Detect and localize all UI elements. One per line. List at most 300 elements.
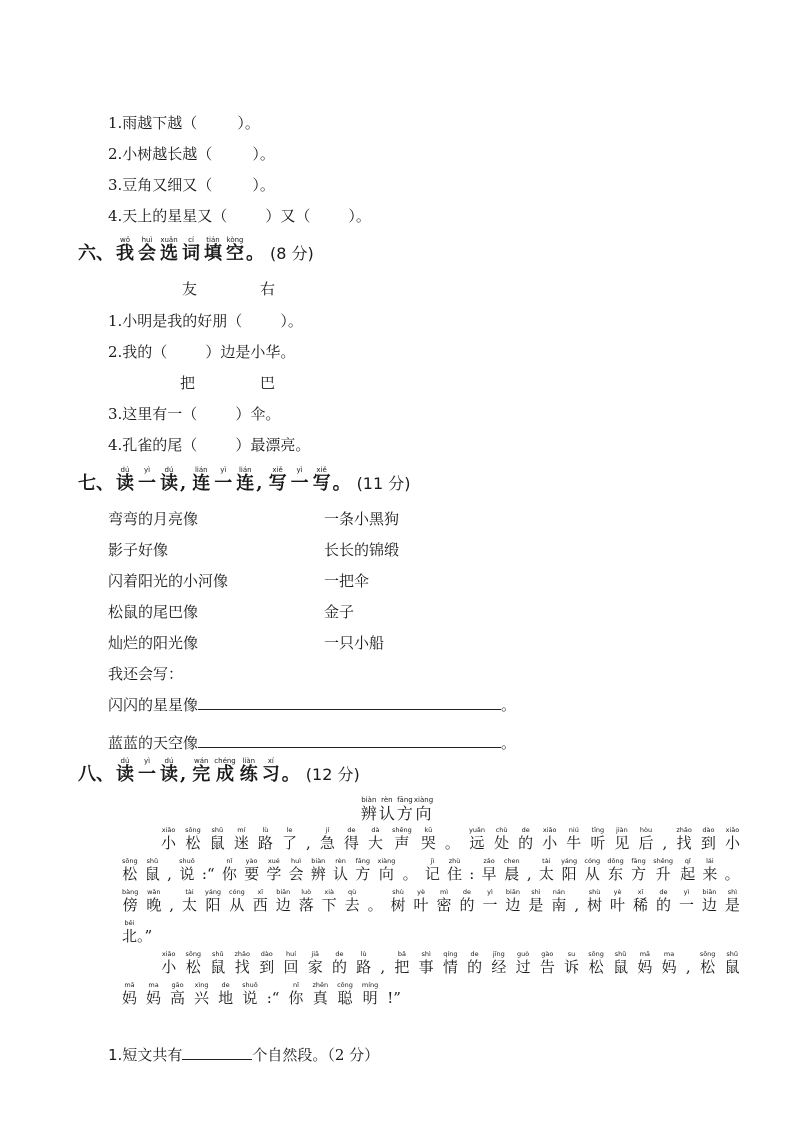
s5-item-1-pre: 1.雨越下越（ (108, 114, 198, 132)
story-char (242, 981, 258, 1008)
story-char (137, 919, 152, 946)
story-char (235, 950, 251, 977)
story-char-pinyin: nǐ (226, 857, 233, 865)
story-char (344, 826, 359, 853)
story-char-hanzi: 去 (344, 896, 360, 914)
section8-title-char (240, 757, 258, 785)
story-char (333, 857, 348, 884)
story-char-pinyin: shǔ (146, 857, 159, 865)
story-char-pinyin: kū (424, 826, 433, 834)
story-char-pinyin: jí (325, 826, 330, 834)
story-char-pinyin: ma (663, 950, 675, 958)
s6-item-3-post: ）伞。 (235, 405, 281, 423)
story-char-pinyin: shù (392, 888, 404, 896)
story-char-hanzi: 阳 (561, 865, 577, 883)
section8-title-comma: , (180, 764, 187, 785)
story-char (282, 826, 297, 853)
match-left-3[interactable]: 闪着阳光的小河像 (108, 572, 229, 590)
story-char-pinyin: lái (706, 857, 714, 865)
story-char-hanzi: 的 (655, 896, 671, 914)
story-title-char-pinyin: biàn (361, 796, 377, 804)
section8-title-char-pinyin: liàn (242, 757, 256, 765)
story-char-pinyin: huì (291, 857, 302, 865)
story-char-hanzi: 妈 (637, 958, 653, 976)
section8-title-char-pinyin: wán (194, 757, 209, 765)
story-char (725, 826, 740, 853)
story-char-hanzi: 从 (584, 865, 600, 883)
story-char (244, 857, 259, 884)
write-line-2 (108, 732, 516, 753)
s5-item-4 (108, 205, 371, 226)
story-char-pinyin: míng (361, 981, 379, 989)
story-char-pinyin: bàng (122, 888, 139, 896)
s5-item-3-post: ）。 (252, 176, 275, 194)
story-char-hanzi: 下 (321, 896, 337, 914)
story-char (394, 950, 409, 977)
story-char-hanzi: 西 (252, 896, 268, 914)
story-char-hanzi: 认 (333, 865, 349, 883)
story-char-hanzi: , (167, 865, 172, 883)
story-char-hanzi: 记 (424, 865, 440, 883)
story-char-pinyin: wǎn (147, 888, 161, 896)
story-char (467, 950, 482, 977)
story-char-hanzi: 明 (362, 989, 378, 1007)
story-char-hanzi: 得 (343, 834, 359, 852)
story-char-hanzi: :“ (201, 865, 215, 883)
story-char-pinyin: cóng (584, 857, 601, 865)
section8-title-char-pinyin: chéng (214, 757, 236, 765)
story-char-hanzi: 处 (494, 834, 510, 852)
story-char (210, 826, 225, 853)
story-char-pinyin: shì (531, 888, 541, 896)
story-char (146, 981, 161, 1008)
story-char-hanzi: 边 (505, 896, 521, 914)
story-char-hanzi: 鼠 (724, 958, 740, 976)
story-char-pinyin: lù (360, 950, 367, 958)
match-right-3[interactable]: 一把伞 (324, 572, 370, 590)
story-char-pinyin: jiā (311, 950, 320, 958)
story-char-pinyin: shǔ (211, 826, 224, 834)
story-char-pinyin: cōng (337, 981, 353, 989)
story-char (587, 888, 602, 915)
story-line (122, 822, 740, 853)
story-char-hanzi: , (662, 834, 668, 852)
story-char-pinyin: hòu (639, 826, 653, 834)
s5-item-1-post: ）。 (237, 114, 260, 132)
story-char-pinyin: shēng (392, 826, 412, 834)
section7-title-char-hanzi: 写 (312, 473, 331, 494)
section7-title-char (160, 466, 178, 494)
story-char-pinyin: sōng (122, 857, 138, 865)
question-1 (108, 1044, 379, 1065)
write-line-2-input[interactable] (198, 747, 501, 748)
story-char-pinyin: biān (505, 888, 520, 896)
story-char-hanzi: 向 (378, 865, 394, 883)
section7-title-char (192, 466, 210, 494)
story-char-hanzi: , (380, 958, 386, 976)
story-char-hanzi: 南 (551, 896, 567, 914)
story-char-hanzi: 鼠 (144, 865, 160, 883)
story-char-hanzi: 你 (288, 989, 304, 1007)
story-char-pinyin: dào (702, 826, 715, 834)
story-title-char-pinyin: rèn (381, 796, 393, 804)
story-char (391, 888, 406, 915)
story-char (387, 981, 401, 1008)
story-char (528, 888, 543, 915)
story-title-char (378, 796, 396, 824)
story-char-pinyin: zhù (448, 857, 461, 865)
story-char (218, 981, 233, 1008)
story-char-hanzi: 是 (528, 896, 544, 914)
story-char (253, 888, 268, 915)
story-char-pinyin: tīng (591, 826, 605, 834)
story-line (122, 884, 740, 915)
story-title-char-hanzi: 向 (415, 804, 432, 823)
section7-title-char-pinyin: yì (220, 466, 227, 474)
story-char-pinyin: dōng (607, 857, 624, 865)
match-left-4[interactable]: 松鼠的尾巴像 (108, 603, 199, 621)
story-char-pinyin: huí (285, 950, 296, 958)
section8-title-char-pinyin: xí (267, 757, 274, 765)
section7-title-char (236, 466, 254, 494)
story-char (561, 857, 577, 884)
story-char-hanzi: 晚 (146, 896, 162, 914)
story-char-hanzi: 松 (185, 958, 201, 976)
section8-title-char-pinyin: dú (164, 757, 174, 765)
story-char (607, 857, 623, 884)
also-write-label: 我还会写： (108, 665, 184, 683)
section6-title-char-pinyin: huì (141, 236, 153, 244)
story-char (516, 950, 531, 977)
s6-item-4 (108, 434, 310, 455)
section6-title-char-hanzi: 选 (160, 243, 178, 264)
story-char-hanzi: 晨 (504, 865, 520, 883)
story-char-pinyin: shì (421, 950, 431, 958)
story-char-pinyin: xī (257, 888, 264, 896)
s6-item-2-pre: 2.我的（ (108, 343, 168, 361)
section-7-points: (11 分) (356, 474, 411, 493)
story-char (392, 826, 412, 853)
story-char-pinyin: yì (487, 888, 493, 896)
question-1-tail: 个自然段。（2 分） (252, 1046, 380, 1064)
story-char-hanzi: 松 (588, 958, 604, 976)
section8-title-char-hanzi: 练 (239, 764, 258, 785)
story-char-pinyin: yáng (204, 888, 222, 896)
story-char-hanzi: 妈 (146, 989, 162, 1007)
story-char-hanzi: 找 (234, 958, 250, 976)
section8-title-char-hanzi: 成 (216, 764, 235, 785)
section6-title-char (138, 236, 156, 264)
story-char (491, 950, 506, 977)
story-char-pinyin: xiǎo (161, 826, 176, 834)
story-char (414, 888, 429, 915)
story-char (539, 857, 554, 884)
story-char (205, 888, 221, 915)
story-char-hanzi: 回 (283, 958, 299, 976)
story-char (653, 857, 673, 884)
story-char-pinyin: yè (613, 888, 622, 896)
match-right-1[interactable]: 一条小黑狗 (324, 510, 400, 528)
story-char (663, 826, 668, 853)
story-char-hanzi: 后 (638, 834, 654, 852)
story-char (161, 950, 176, 977)
story-char-hanzi: 鼠 (210, 958, 226, 976)
story-char-hanzi: 稀 (633, 896, 649, 914)
section8-title-char-hanzi: 读 (116, 764, 134, 785)
write-line-1-end: 。 (501, 696, 517, 714)
story-char-hanzi: 方 (630, 865, 646, 883)
story-char-pinyin: jiàn (616, 826, 628, 834)
story-char-hanzi: 学 (266, 865, 282, 883)
story-char (614, 826, 629, 853)
story-char (122, 845, 152, 853)
story-char (122, 981, 137, 1008)
story-char-pinyin: mā (639, 950, 651, 958)
story-char-pinyin: sōng (699, 950, 716, 958)
story-char-hanzi: 早 (481, 865, 497, 883)
story-passage (122, 822, 740, 1008)
story-line (122, 853, 740, 884)
story-char (633, 888, 648, 915)
story-char-hanzi: 把 (394, 958, 410, 976)
story-char-pinyin: shù (588, 888, 601, 896)
story-char (590, 826, 605, 853)
story-char-hanzi: 经 (491, 958, 507, 976)
section7-title-char-hanzi: 一 (138, 473, 156, 494)
section7-title-char-pinyin: xiě (272, 466, 283, 474)
story-char (267, 981, 280, 1008)
story-char (505, 888, 520, 915)
story-char (122, 857, 138, 884)
story-char-hanzi: 小 (161, 834, 177, 852)
story-char-pinyin: mā (124, 981, 135, 989)
story-char-hanzi: 迷 (233, 834, 249, 852)
story-char-pinyin: biān (276, 888, 291, 896)
story-char (194, 981, 209, 1008)
story-char-pinyin: gào (541, 950, 554, 958)
s6-option-ba-1: 把 (180, 374, 196, 392)
story-char-hanzi: 小 (161, 958, 177, 976)
story-char-hanzi: , (574, 896, 580, 914)
story-char-hanzi: 聪 (337, 989, 353, 1007)
story-char (637, 950, 652, 977)
question-1-text: 短文共有 (122, 1046, 183, 1064)
section7-title-char-hanzi: 读 (160, 473, 178, 494)
story-char (566, 826, 581, 853)
section7-title-char-pinyin: lián (194, 466, 208, 474)
story-char-pinyin: biàn (311, 857, 326, 865)
story-char (288, 981, 303, 1008)
story-char-hanzi: 哭 (420, 834, 436, 852)
section-8-title (114, 757, 282, 785)
story-char-pinyin: zhǎo (234, 950, 251, 958)
section8-title-char (116, 757, 134, 785)
s5-item-3-pre: 3.豆角又细又（ (108, 176, 213, 194)
story-char (700, 950, 716, 977)
story-char (185, 950, 201, 977)
story-char (518, 826, 533, 853)
story-title-char-pinyin: fāng (397, 796, 413, 804)
section6-title-char-hanzi: 空 (226, 243, 244, 264)
story-char-hanzi: 松 (122, 865, 138, 883)
section8-title-char-hanzi: 习 (261, 764, 280, 785)
match-right-4[interactable]: 金子 (324, 603, 355, 621)
story-char-hanzi: 辨 (310, 865, 326, 883)
section7-title-char (313, 466, 331, 494)
match-left-5[interactable]: 灿烂的阳光像 (108, 634, 199, 652)
s6-item-1-pre: 1.小明是我的好朋（ (108, 312, 243, 330)
story-char-hanzi: 急 (319, 834, 335, 852)
story-char-hanzi: :“ (266, 989, 280, 1007)
story-char (610, 888, 625, 915)
story-char (588, 950, 604, 977)
section-7-heading (78, 466, 411, 494)
match-left-2[interactable]: 影子好像 (108, 541, 169, 559)
story-char (210, 950, 225, 977)
story-char-hanzi: 会 (288, 865, 304, 883)
story-char (356, 950, 371, 977)
story-char-pinyin: qíng (443, 950, 458, 958)
story-char (146, 888, 161, 915)
s6-item-4-pre: 4.孔雀的尾（ (108, 436, 198, 454)
story-char-hanzi: 妈 (661, 958, 677, 976)
section8-title-char-pinyin: yì (143, 757, 151, 765)
story-char-hanzi: 来 (702, 865, 718, 883)
story-char-hanzi: , (526, 865, 532, 883)
section8-title-char-hanzi: 一 (138, 764, 156, 785)
section6-title-char-pinyin: wǒ (119, 236, 130, 244)
story-char (676, 826, 692, 853)
story-char (182, 888, 197, 915)
story-char-hanzi: 说 (242, 989, 258, 1007)
story-char-pinyin: biān (702, 888, 717, 896)
story-char-hanzi: !” (387, 989, 401, 1007)
story-char-hanzi: 牛 (566, 834, 582, 852)
story-char (332, 950, 347, 977)
story-char (283, 950, 298, 977)
story-char-hanzi: 是 (724, 896, 740, 914)
story-char-hanzi: 过 (515, 958, 531, 976)
section7-title-char (138, 466, 156, 494)
write-line-1 (108, 694, 516, 715)
story-char-pinyin: yì (683, 888, 690, 896)
story-char-hanzi: 妈 (122, 989, 138, 1007)
story-char (234, 826, 249, 853)
story-char (320, 826, 335, 853)
story-char (306, 826, 311, 853)
story-char-pinyin: nán (552, 888, 565, 896)
section6-title-char (116, 236, 134, 264)
story-char (299, 888, 314, 915)
story-char (701, 826, 716, 853)
story-char-hanzi: 的 (331, 958, 347, 976)
story-char (122, 888, 138, 915)
story-char (702, 888, 717, 915)
story-char-pinyin: bǎ (397, 950, 406, 958)
story-char (179, 857, 195, 884)
section6-title-char-hanzi: 我 (116, 243, 134, 264)
story-line (122, 977, 740, 1008)
story-title (0, 796, 793, 824)
story-char-hanzi: 远 (469, 834, 485, 852)
story-title-char-pinyin: xiàng (413, 796, 434, 804)
question-1-input[interactable] (182, 1059, 252, 1060)
story-char-hanzi: 鼠 (209, 834, 225, 852)
story-char (161, 826, 176, 853)
match-right-5[interactable]: 一只小船 (324, 634, 385, 652)
story-char-pinyin: de (335, 950, 344, 958)
section6-title-char-pinyin: xuǎn (160, 236, 178, 244)
story-title-char (396, 796, 414, 824)
story-char-hanzi: 诉 (564, 958, 580, 976)
section7-title-char (214, 466, 232, 494)
story-char-pinyin: jì (430, 857, 435, 865)
story-char (447, 857, 462, 884)
story-char (380, 950, 385, 977)
section6-title-char-pinyin: kòng (226, 236, 244, 244)
story-char-hanzi: 。 (724, 865, 740, 883)
story-char-hanzi: 住 (447, 865, 463, 883)
story-char-pinyin: le (286, 826, 293, 834)
story-title-char-hanzi: 方 (396, 804, 413, 823)
section7-title-char-hanzi: 一 (290, 473, 309, 494)
story-char-hanzi: 小 (724, 834, 740, 852)
section7-title-char-pinyin: dú (120, 466, 130, 474)
section-6-title (114, 236, 246, 264)
section-6-period: 。 (246, 243, 264, 264)
match-right-2[interactable]: 长长的锦缎 (324, 541, 400, 559)
section7-title-char-pinyin: lián (238, 466, 252, 474)
story-char-pinyin: fāng (631, 857, 646, 865)
story-char (377, 857, 395, 884)
story-char-pinyin: de (470, 950, 479, 958)
story-char-pinyin: luò (301, 888, 312, 896)
section6-title-char (160, 236, 178, 264)
story-char-hanzi: : (469, 865, 475, 883)
write-line-1-input[interactable] (198, 709, 501, 710)
story-char (686, 950, 691, 977)
story-char (368, 888, 383, 915)
section8-title-char-pinyin: dú (120, 757, 130, 765)
story-char (638, 826, 653, 853)
story-char-hanzi: 阳 (205, 896, 221, 914)
s6-item-4-post: ）最漂亮。 (235, 436, 311, 454)
story-char (145, 857, 160, 884)
section6-title-char (226, 236, 244, 264)
story-char-hanzi: 密 (436, 896, 452, 914)
story-char-pinyin: shuō (179, 857, 195, 865)
s5-item-3 (108, 174, 275, 195)
story-char-hanzi: 。” (137, 927, 153, 945)
story-char (540, 950, 555, 977)
story-char (469, 857, 474, 884)
story-char-hanzi: 地 (218, 989, 234, 1007)
section6-title-char-hanzi: 会 (138, 243, 156, 264)
story-char-hanzi: 鼠 (613, 958, 629, 976)
story-char-pinyin: guò (516, 950, 530, 958)
story-char-pinyin: de (347, 826, 356, 834)
story-char-pinyin: zǎo (483, 857, 495, 865)
story-char-pinyin: mí (237, 826, 246, 834)
section7-title-char-hanzi: 读 (116, 473, 134, 494)
section-8-heading (78, 757, 360, 785)
story-char-pinyin: tài (542, 857, 551, 865)
match-left-1[interactable]: 弯弯的月亮像 (108, 510, 199, 528)
story-char-pinyin: xiǎo (542, 826, 557, 834)
story-char-hanzi: 从 (229, 896, 245, 914)
section7-title-char-hanzi: 写 (268, 473, 287, 494)
story-char-hanzi: 告 (539, 958, 555, 976)
